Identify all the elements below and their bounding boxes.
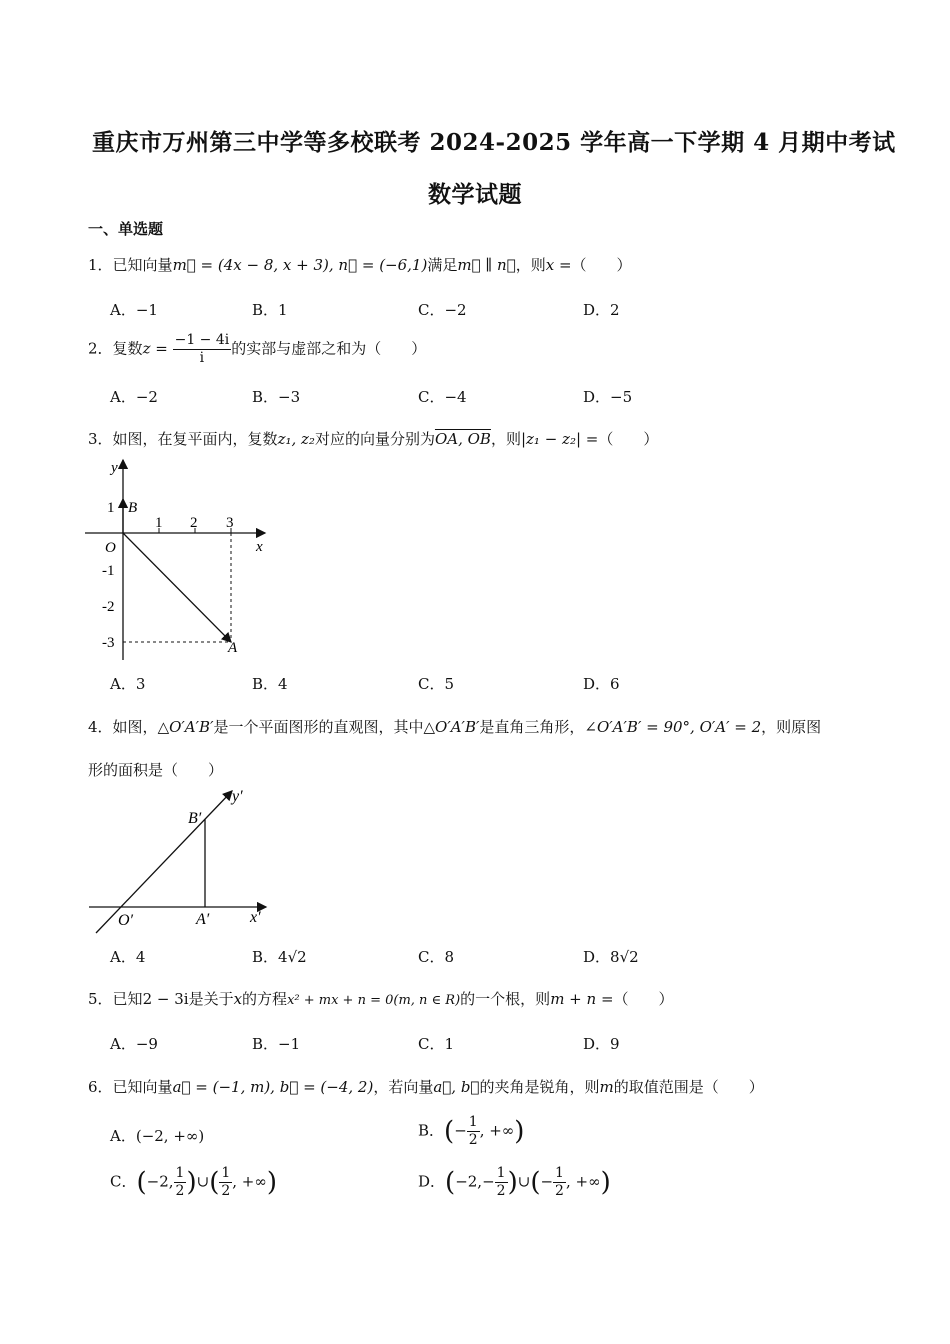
page-title-line1: 重庆市万州第三中学等多校联考 2024-2025 学年高一下学期 4 月期中考试: [92, 129, 896, 156]
q5-option-d: D．9: [583, 1035, 620, 1053]
question-3: 3．如图，在复平面内，复数z₁, z₂对应的向量分别为OA, OB，则|z₁ − z₂| =（ ）: [88, 430, 659, 448]
x-tick-3: 3: [226, 515, 234, 531]
y-tick-neg1: -1: [102, 563, 115, 579]
q3-option-a: A．3: [110, 675, 146, 693]
q4-option-c: C．8: [418, 948, 455, 966]
q5-option-b: B．−1: [252, 1035, 301, 1053]
x-prime-label: x′: [250, 909, 261, 926]
q4-option-d: D．8√2: [583, 948, 639, 966]
q5-option-a: A．−9: [110, 1035, 158, 1053]
q4-intuitive-figure: [84, 783, 284, 943]
q3-option-b: B．4: [252, 675, 288, 693]
q2-option-d: D．−5: [583, 388, 633, 406]
q4-option-a: A．4: [110, 948, 146, 966]
origin-prime-label: O′: [118, 912, 134, 929]
q1-option-c: C．−2: [418, 301, 467, 319]
question-4-line2: 形的面积是（ ）: [88, 761, 224, 779]
q6-option-d: D．(−2,− $\frac{1}{2}$ )∪(− $\frac{1}{2}$ , +∞): [418, 1165, 611, 1199]
q3-option-d: D．6: [583, 675, 620, 693]
question-2: 2．复数z = $\frac{-1 - 4i}{i}$ 的实部与虚部之和为（ ）: [88, 332, 427, 366]
q1-option-d: D．2: [583, 301, 620, 319]
q3-complex-plane-figure: [80, 455, 280, 665]
y-tick-neg3: -3: [102, 635, 115, 651]
q5-option-c: C．1: [418, 1035, 455, 1053]
page-title-line2: 数学试题: [428, 181, 522, 208]
origin-label: O: [105, 540, 116, 556]
question-1: 1．已知向量m⃗ = (4x − 8, x + 3), n⃗ = (−6,1)满足m⃗ ∥ n⃗，则x =（ ）: [88, 256, 632, 274]
vector-oa: [123, 533, 231, 642]
q2-option-c: C．−4: [418, 388, 467, 406]
q2-option-a: A．−2: [110, 388, 158, 406]
x-tick-1: 1: [155, 515, 163, 531]
q2-option-b: B．−3: [252, 388, 301, 406]
q2-fraction: $\frac{-1 - 4i}{i}$: [174, 332, 230, 366]
q4-option-b: B．4√2: [252, 948, 307, 966]
a-prime-label: A′: [196, 911, 210, 928]
q6-option-a: A．(−2, +∞): [110, 1127, 205, 1145]
section-heading: 一、单选题: [88, 220, 164, 238]
question-6: 6．已知向量a⃗ = (−1, m), b⃗ = (−4, 2)，若向量a⃗, b⃗的夹角是锐角，则m的取值范围是（ ）: [88, 1078, 764, 1096]
y-axis-label: y: [111, 460, 118, 476]
y-prime-axis: [96, 791, 232, 933]
q6-option-b: B．(− $\frac{1}{2}$ , +∞): [418, 1114, 525, 1148]
q6-option-c: C．(−2, $\frac{1}{2}$ )∪( $\frac{1}{2}$ , +∞): [110, 1165, 278, 1199]
q3-option-c: C．5: [418, 675, 455, 693]
q1-option-a: A．−1: [110, 301, 158, 319]
y-tick-1: 1: [107, 500, 115, 516]
b-prime-label: B′: [188, 810, 202, 827]
q1-option-b: B．1: [252, 301, 288, 319]
question-4: 4．如图，△O′A′B′是一个平面图形的直观图，其中△O′A′B′是直角三角形，∠O′A′B′ = 90°, O′A′ = 2，则原图: [88, 718, 822, 736]
x-axis-label: x: [256, 539, 263, 555]
point-a-label: A: [228, 640, 238, 656]
y-prime-label: y′: [232, 788, 243, 805]
question-5: 5．已知2 − 3i是关于x的方程x² + mx + n = 0(m, n ∈ R)的一个根，则m + n =（ ）: [88, 990, 674, 1008]
x-tick-2: 2: [190, 515, 198, 531]
point-b-label: B: [128, 500, 138, 516]
y-tick-neg2: -2: [102, 599, 115, 615]
